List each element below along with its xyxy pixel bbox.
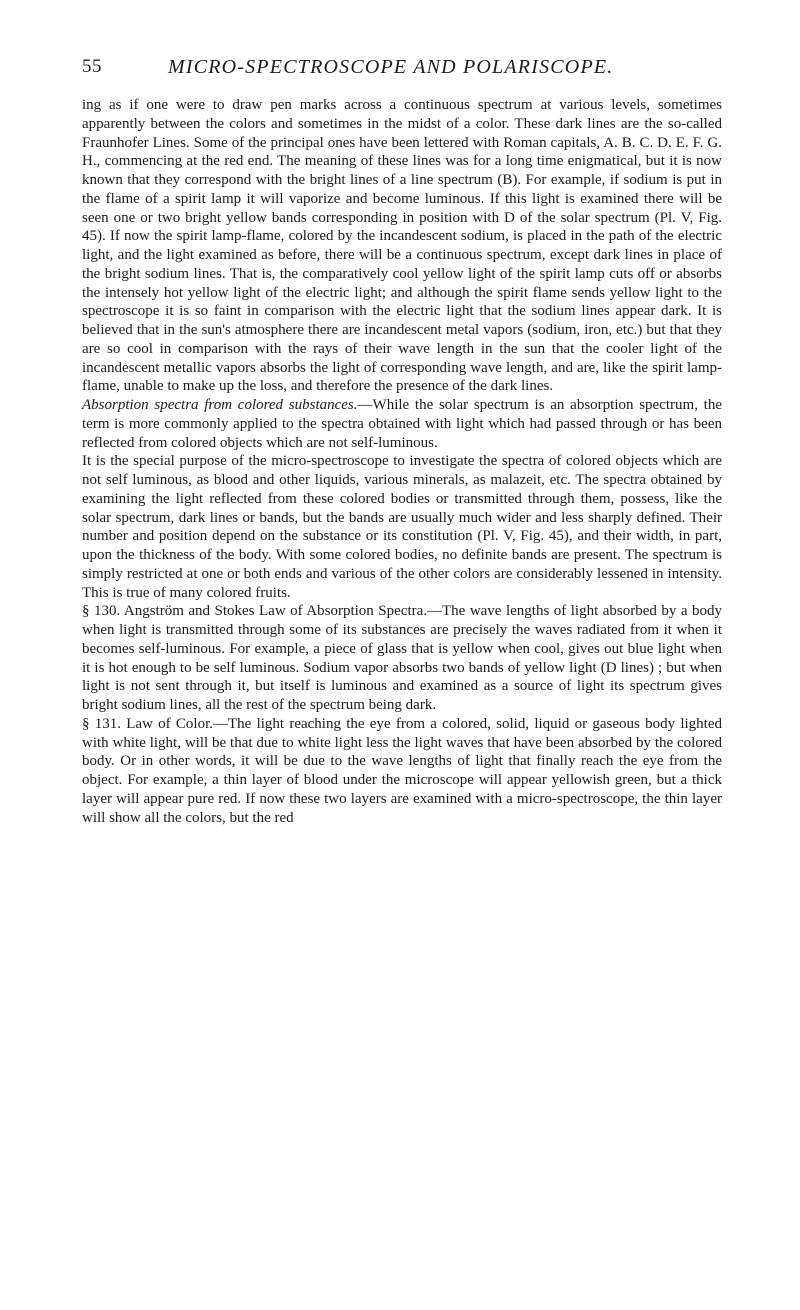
body-text [82, 96, 722, 827]
running-title: MICRO-SPECTROSCOPE AND POLARISCOPE. [168, 56, 614, 78]
paragraph-micro-spectroscope-purpose: It is the special purpose of the micro-spectroscope to investigate the spectra of colored objects which are not self luminous, as blood and other liquids, various minerals, as malazeit, etc. The spectra obtained by examining the light reflected from these colored bodies or transmitted through them, possess, like the solar spectrum, dark lines or bands, but the bands are usually much wider and less sharply defined. Their number and position depend on the substance or its constitution (Pl. V, Fig. 45), and their width, in part, upon the thickness of the body. With some colored bodies, no definite bands are present. The spectrum is simply restricted at one or both ends and various of the other colors are considerably lessened in intensity. This is true of many colored fruits. [82, 453, 722, 601]
paragraph-fraunhofer-lines: ing as if one were to draw pen marks across a continuous spectrum at various levels, sometimes apparently between the colors and sometimes in the midst of a color. These dark lines are the so-called Fraunhofer Lines. Some of the principal ones have been lettered with Roman capitals, A. B. C. D. E. F. G. H., commencing at the red end. The meaning of these lines was for a long time enigmatical, but it is now known that they correspond with the bright lines of a line spectrum (B). For example, if sodium is put in the flame of a spirit lamp it will vaporize and become luminous. If this light is examined there will be seen one or two bright yellow bands corresponding in position with D of the solar spectrum (Pl. V, Fig. 45). If now the spirit lamp-flame, colored by the incandescent sodium, is placed in the path of the electric light, and the light examined as before, there will be a continuous spectrum, except dark lines in place of the bright sodium lines. That is, the comparatively cool yellow light of the spirit lamp cuts off or absorbs the intensely hot yellow light of the electric light; and although the spirit flame sends yellow light to the spectroscope it is so faint in comparison with the electric light that the sodium lines appear dark. It is believed that in the sun's atmosphere there are incandescent metal vapors (sodium, iron, etc.) but that they are so cool in comparison with the rays of their wave length in the sun that the cooler light of the incandescent metallic vapors absorbs the light of corresponding wave length, and are, like the spirit lamp-flame, unable to make up the loss, and therefore the presence of the dark lines. [82, 97, 722, 395]
paragraph-section-131: § 131. Law of Color.—The light reaching the eye from a colored, solid, liquid or gaseous body lighted with white light, will be that due to white light less the light waves that have been absorbed by the colored body. Or in other words, it will be due to the wave lengths of light that finally reach the eye from the object. For example, a thin layer of blood under the microscope will appear yellowish green, but a thick layer will appear pure red. If now these two layers are examined with a micro-spectroscope, the thin layer will show all the colors, but the red [82, 715, 722, 826]
absorption-spectra-heading: Absorption spectra from colored substances. [82, 397, 358, 413]
paragraph-section-130: § 130. Angström and Stokes Law of Absorption Spectra.—The wave lengths of light absorbed by a body when light is transmitted through some of its substances are precisely the waves radiated from it when it becomes self-luminous. For example, a piece of glass that is yellow when cool, gives out blue light when it is hot enough to be self luminous. Sodium vapor absorbs two bands of yellow light (D lines) ; but when light is not sent through it, but itself is luminous and examined as a source of light its spectrum gives bright sodium lines, all the rest of the spectrum being dark. [82, 603, 722, 713]
page-number: 55 [82, 56, 102, 77]
paragraph-absorption-spectra [82, 396, 722, 452]
absorption-spectra-text: —While the solar spectrum is an absorption spectrum, the term is more commonly applied to the spectra obtained with light which had passed through or has been reflected from colored objects which are not self-luminous. [82, 397, 722, 451]
page-header [82, 56, 722, 82]
